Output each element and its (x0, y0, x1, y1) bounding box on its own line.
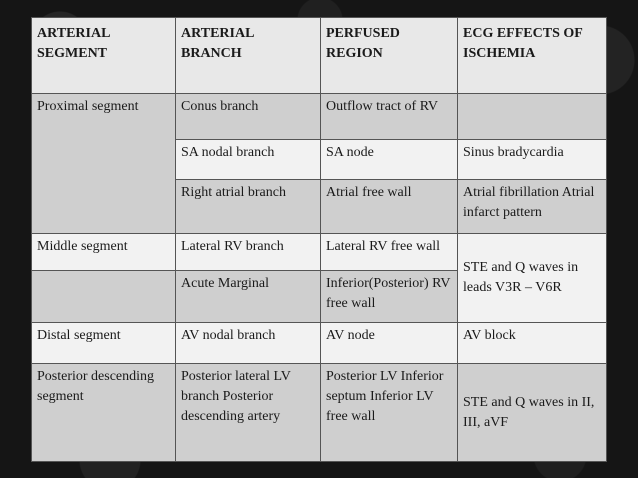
cell-segment: Proximal segment (32, 94, 176, 234)
header-perfused-region: PERFUSED REGION (321, 18, 458, 94)
cell-region: Outflow tract of RV (321, 94, 458, 140)
header-arterial-segment: ARTERIAL SEGMENT (32, 18, 176, 94)
cell-region: Inferior(Posterior) RV free wall (321, 271, 458, 323)
cell-segment: Posterior descending segment (32, 364, 176, 462)
cell-branch: AV nodal branch (176, 323, 321, 364)
cell-region: Atrial free wall (321, 180, 458, 234)
cell-region: Posterior LV Inferior septum Inferior LV free wall (321, 364, 458, 462)
cell-branch: Posterior lateral LV branch Posterior descending artery (176, 364, 321, 462)
cell-branch: Acute Marginal (176, 271, 321, 323)
cell-segment: Middle segment (32, 234, 176, 271)
cell-ecg: Sinus bradycardia (458, 140, 607, 180)
coronary-artery-table (31, 17, 607, 462)
cell-branch: Conus branch (176, 94, 321, 140)
cell-ecg: STE and Q waves in leads V3R – V6R (458, 234, 607, 323)
cell-ecg: STE and Q waves in II, III, aVF (458, 364, 607, 462)
cell-region: AV node (321, 323, 458, 364)
cell-segment: Distal segment (32, 323, 176, 364)
cell-region: SA node (321, 140, 458, 180)
cell-branch: SA nodal branch (176, 140, 321, 180)
cell-branch: Right atrial branch (176, 180, 321, 234)
table-row (32, 323, 607, 364)
cell-segment (32, 271, 176, 323)
table-row (32, 234, 607, 271)
table-row (32, 364, 607, 462)
cell-region: Lateral RV free wall (321, 234, 458, 271)
cell-ecg: Atrial fibrillation Atrial infarct pattern (458, 180, 607, 234)
cell-ecg: AV block (458, 323, 607, 364)
header-row (32, 18, 607, 94)
table-row (32, 94, 607, 140)
header-arterial-branch: ARTERIAL BRANCH (176, 18, 321, 94)
cell-ecg (458, 94, 607, 140)
cell-branch: Lateral RV branch (176, 234, 321, 271)
header-ecg-effects: ECG EFFECTS OF ISCHEMIA (458, 18, 607, 94)
